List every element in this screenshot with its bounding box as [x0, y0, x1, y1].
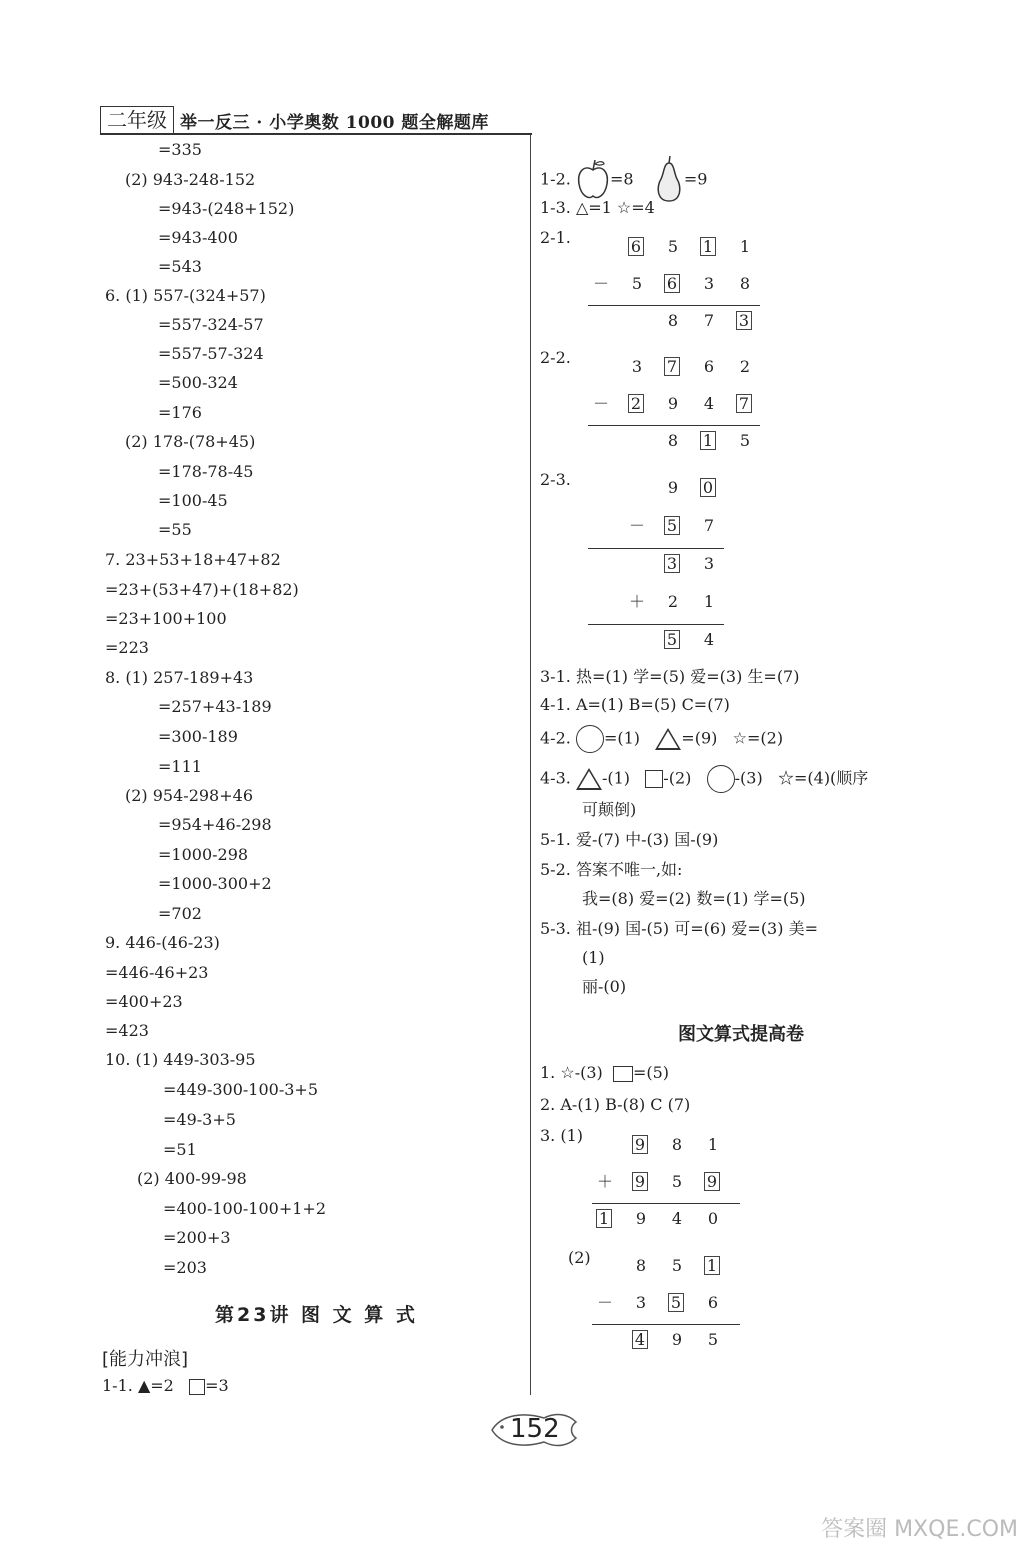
- solution-line: (2) 954-298+46: [125, 786, 253, 805]
- advanced-item-3-label: 3. (1): [540, 1126, 584, 1145]
- boxed-digit: 0: [700, 478, 716, 497]
- boxed-digit: 7: [736, 394, 752, 413]
- sum-rule: [592, 1324, 740, 1325]
- boxed-digit: 2: [628, 394, 644, 413]
- item-value: ☆=(4)(顺序: [777, 768, 869, 788]
- item-4-3-cont: 可颠倒): [582, 800, 637, 819]
- item-2-2-label: 2-2.: [540, 348, 571, 367]
- sum-rule: [588, 305, 760, 306]
- solution-line: (2) 178-(78+45): [125, 432, 256, 451]
- page-number: [484, 1408, 584, 1452]
- sum-rule: [588, 548, 724, 549]
- digit: 8: [667, 431, 679, 450]
- solution-line: =423: [105, 1021, 149, 1040]
- solution-line: =176: [158, 403, 202, 422]
- solution-line: 8. (1) 257-189+43: [105, 668, 254, 687]
- item-5-1: 5-1. 爱-(7) 中-(3) 国-(9): [540, 830, 719, 849]
- boxed-digit: 5: [668, 1293, 684, 1312]
- digit: 3: [703, 274, 715, 293]
- subsection-label: [能力冲浪]: [102, 1349, 189, 1370]
- digit: 5: [739, 431, 751, 450]
- item-2-1-label: 2-1.: [540, 228, 571, 247]
- section-title-23: 第23讲 图 文 算 式: [215, 1304, 418, 1326]
- book-title: 举一反三 · 小学奥数 1000 题全解题库: [180, 113, 489, 133]
- item-label: 1-1.: [102, 1376, 133, 1395]
- solution-line: (2) 943-248-152: [125, 170, 256, 189]
- digit: 8: [667, 311, 679, 330]
- apple-icon: [576, 158, 610, 202]
- item-1-1: [102, 1376, 229, 1396]
- solution-line: =203: [163, 1258, 207, 1277]
- digit: 4: [671, 1209, 683, 1228]
- item-5-2: 5-2. 答案不唯一,如:: [540, 860, 683, 879]
- item-value: =2: [150, 1376, 174, 1395]
- solution-line: =23+(53+47)+(18+82): [105, 580, 299, 599]
- digit: 9: [671, 1330, 683, 1349]
- digit: 5: [631, 274, 643, 293]
- sum-rule: [592, 1203, 740, 1204]
- digit: 9: [667, 478, 679, 497]
- header-rule: [100, 133, 532, 135]
- boxed-digit: 4: [632, 1330, 648, 1349]
- sum-rule: [588, 425, 760, 426]
- item-label: 1. ☆-(3): [540, 1063, 603, 1082]
- digit: 6: [703, 357, 715, 376]
- digit: 2: [667, 592, 679, 611]
- digit: 8: [739, 274, 751, 293]
- digit: 2: [739, 357, 751, 376]
- boxed-digit: 7: [664, 357, 680, 376]
- digit: ＋: [628, 592, 645, 611]
- solution-line: =100-45: [158, 491, 228, 510]
- boxed-digit: 1: [596, 1209, 612, 1228]
- boxed-digit: 3: [736, 311, 752, 330]
- solution-line: =543: [158, 257, 202, 276]
- digit: 9: [635, 1209, 647, 1228]
- item-value: =8: [609, 169, 634, 189]
- item-value: =9: [683, 169, 708, 189]
- boxed-digit: 6: [664, 274, 680, 293]
- solution-line: =49-3+5: [163, 1110, 236, 1129]
- digit: 6: [707, 1293, 719, 1312]
- square-icon: [189, 1379, 205, 1395]
- square-icon: [645, 770, 663, 788]
- square-icon: [613, 1066, 633, 1082]
- digit: 7: [703, 311, 715, 330]
- solution-line: (2) 400-99-98: [137, 1169, 247, 1188]
- solution-line: 6. (1) 557-(324+57): [105, 286, 266, 305]
- item-1-3: 1-3. △=1 ☆=4: [540, 198, 655, 217]
- watermark: 答案圈 MXQE.COM: [821, 1517, 1018, 1542]
- digit: 1: [739, 237, 751, 256]
- pear-icon: [654, 155, 684, 205]
- digit: 4: [703, 394, 715, 413]
- digit: 0: [707, 1209, 719, 1228]
- solution-line: =954+46-298: [158, 815, 272, 834]
- boxed-digit: 1: [704, 1256, 720, 1275]
- digit: 1: [703, 592, 715, 611]
- digit: 7: [703, 516, 715, 535]
- digit: －: [628, 516, 645, 535]
- solution-line: =1000-298: [158, 845, 249, 864]
- solution-line: =335: [158, 140, 202, 159]
- solution-line: =500-324: [158, 373, 238, 392]
- boxed-digit: 1: [700, 237, 716, 256]
- item-value: -(1): [601, 768, 631, 788]
- digit: 3: [703, 554, 715, 573]
- advanced-item-2: 2. A-(1) B-(8) C (7): [540, 1095, 691, 1114]
- item-4-3: [540, 765, 868, 793]
- digit: －: [596, 1293, 613, 1312]
- solution-line: =446-46+23: [105, 963, 209, 982]
- item-5-2-answer: 我=(8) 爱=(2) 数=(1) 学=(5): [582, 889, 806, 908]
- solution-line: =178-78-45: [158, 462, 254, 481]
- item-5-3-cont: (1): [582, 948, 605, 967]
- solution-line: =51: [163, 1140, 197, 1159]
- digit: 9: [667, 394, 679, 413]
- boxed-digit: 6: [628, 237, 644, 256]
- digit: －: [592, 274, 609, 293]
- solution-line: 7. 23+53+18+47+82: [105, 550, 281, 569]
- item-value: =(1): [603, 728, 641, 748]
- item-4-1: 4-1. A=(1) B=(5) C=(7): [540, 695, 730, 714]
- solution-line: 9. 446-(46-23): [105, 933, 220, 952]
- solution-line: =400+23: [105, 992, 183, 1011]
- boxed-digit: 5: [664, 516, 680, 535]
- solution-line: =943-400: [158, 228, 238, 247]
- item-4-2: [540, 725, 783, 753]
- item-label: 4-3.: [540, 768, 571, 788]
- circle-icon: [576, 725, 604, 753]
- solution-line: =449-300-100-3+5: [163, 1080, 319, 1099]
- page-number-text: 152: [510, 1414, 560, 1444]
- solution-line: =23+100+100: [105, 609, 227, 628]
- solution-line: =257+43-189: [158, 697, 272, 716]
- sum-rule: [588, 624, 724, 625]
- boxed-digit: 1: [700, 431, 716, 450]
- advanced-item-1: [540, 1063, 669, 1083]
- item-value: -(2): [663, 768, 692, 788]
- item-value: ☆=(2): [732, 728, 784, 748]
- boxed-digit: 5: [664, 630, 680, 649]
- solution-line: =943-(248+152): [158, 199, 295, 218]
- digit: 8: [671, 1135, 683, 1154]
- solution-line: =1000-300+2: [158, 874, 272, 893]
- item-value: =(5): [632, 1063, 670, 1082]
- digit: －: [592, 394, 609, 413]
- boxed-digit: 9: [632, 1135, 648, 1154]
- solution-line: =557-57-324: [158, 344, 264, 363]
- solution-line: =200+3: [163, 1228, 231, 1247]
- item-value: =3: [205, 1376, 229, 1395]
- digit: 3: [631, 357, 643, 376]
- column-divider: [530, 135, 531, 1395]
- solution-line: =300-189: [158, 727, 238, 746]
- item-2-3-label: 2-3.: [540, 470, 571, 489]
- digit: 4: [703, 630, 715, 649]
- digit: 5: [707, 1330, 719, 1349]
- grade-label: 二年级: [100, 106, 174, 134]
- triangle-icon: [655, 728, 681, 750]
- item-label: 4-2.: [540, 728, 571, 748]
- solution-line: =55: [158, 520, 192, 539]
- filled-triangle-icon: ▲: [137, 1376, 151, 1395]
- digit: 8: [635, 1256, 647, 1275]
- advanced-item-3-2-label: (2): [568, 1248, 591, 1267]
- solution-line: =111: [158, 757, 202, 776]
- section-title-advanced: 图文算式提高卷: [678, 1024, 804, 1045]
- circle-icon: [707, 765, 735, 793]
- solution-line: 10. (1) 449-303-95: [105, 1050, 256, 1069]
- solution-line: =223: [105, 638, 149, 657]
- digit: 5: [671, 1172, 683, 1191]
- digit: ＋: [596, 1172, 613, 1191]
- item-label: 1-2.: [540, 169, 571, 189]
- item-value: =(9): [681, 728, 718, 748]
- item-3-1: 3-1. 热=(1) 学=(5) 爱=(3) 生=(7): [540, 667, 800, 686]
- boxed-digit: 9: [632, 1172, 648, 1191]
- solution-line: =400-100-100+1+2: [163, 1199, 327, 1218]
- boxed-digit: 9: [704, 1172, 720, 1191]
- solution-line: =702: [158, 904, 202, 923]
- triangle-icon: [576, 768, 602, 790]
- item-5-3: 5-3. 祖-(9) 国-(5) 可=(6) 爱=(3) 美=: [540, 919, 818, 938]
- digit: 5: [667, 237, 679, 256]
- boxed-digit: 3: [664, 554, 680, 573]
- solution-line: =557-324-57: [158, 315, 264, 334]
- digit: 5: [671, 1256, 683, 1275]
- item-5-3-cont2: 丽-(0): [582, 977, 627, 996]
- digit: 3: [635, 1293, 647, 1312]
- digit: 1: [707, 1135, 719, 1154]
- item-value: -(3): [734, 768, 763, 788]
